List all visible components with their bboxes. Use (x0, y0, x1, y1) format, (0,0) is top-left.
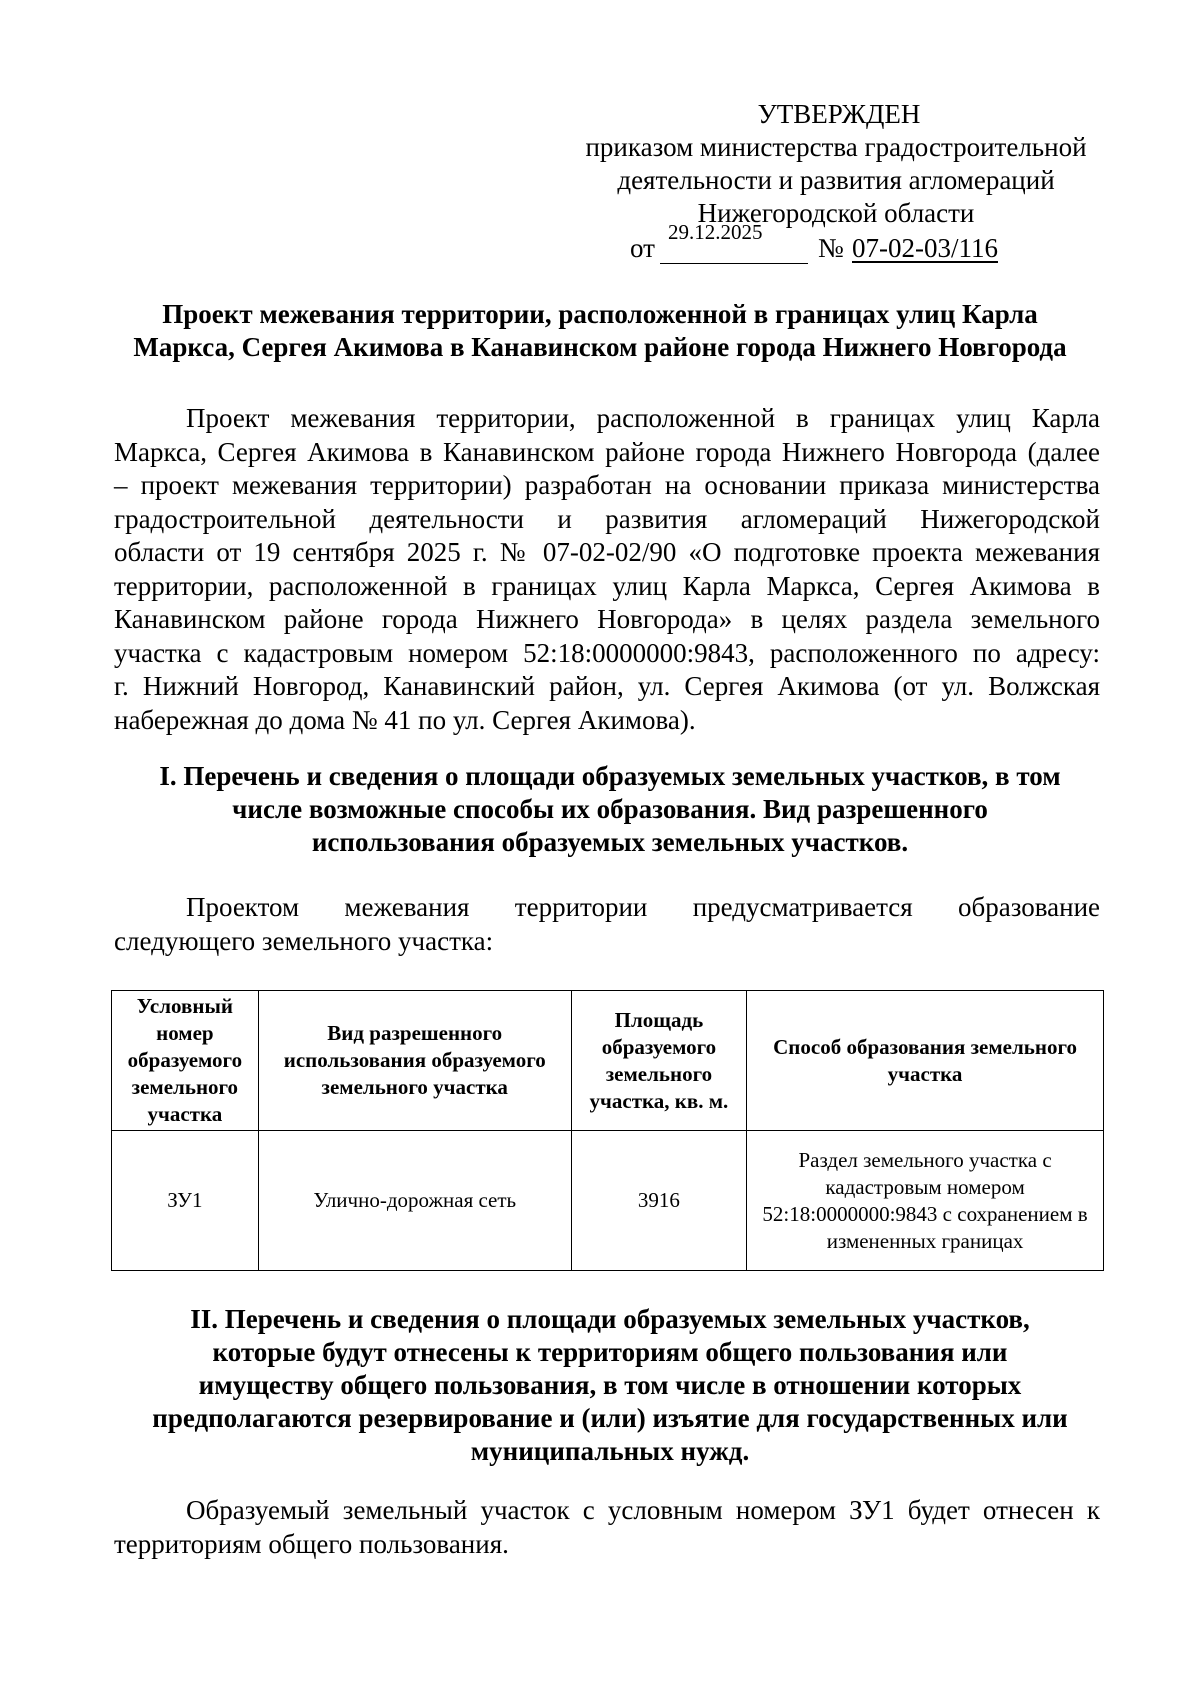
table-header-row (112, 991, 1104, 1131)
section-2-line: имуществу общего пользования, в том числе в отношении которых (198, 1370, 1022, 1400)
table-header-use: Вид разрешенного использования образуемого земельного участка (258, 991, 571, 1131)
intro-line: территории, расположенной в границах улиц Карла Маркса, Сергея Акимова в (114, 570, 1100, 601)
section-2-line: муниципальных нужд. (470, 1436, 750, 1466)
section-2-heading (100, 1303, 1120, 1468)
table-cell-number: ЗУ1 (112, 1131, 259, 1271)
approval-line: деятельности и развития агломераций (617, 165, 1055, 195)
section-1-para-line: следующего земельного участка: (114, 925, 494, 956)
approval-heading: УТВЕРЖДЕН (757, 99, 921, 129)
title-line: Маркса, Сергея Акимова в Канавинском районе города Нижнего Новгорода (133, 332, 1067, 362)
order-from-label: от (630, 233, 655, 263)
intro-line: г. Нижний Новгород, Канавинский район, ул. Сергея Акимова (от ул. Волжская (114, 671, 1100, 701)
intro-line: – проект межевания территории) разработан на основании приказа министерства (114, 470, 1100, 500)
table-header-method: Способ образования земельного участка (747, 991, 1104, 1131)
section-1-line: числе возможные способы их образования. Вид разрешенного (232, 794, 988, 824)
section-1-line: I. Перечень и сведения о площади образуемых земельных участков, в том (159, 761, 1061, 791)
title-line: Проект межевания территории, расположенной в границах улиц Карла (162, 299, 1038, 329)
intro-line: области от 19 сентября 2025 г. № 07-02-02/90 «О подготовке проекта межевания (114, 537, 1100, 567)
table-header-number: Условный номер образуемого земельного участка (112, 991, 259, 1131)
intro-line: Канавинском районе города Нижнего Новгорода» в целях раздела земельного (114, 604, 1100, 634)
intro-line: Маркса, Сергея Акимова в Канавинском районе города Нижнего Новгорода (далее (114, 436, 1100, 467)
approval-block (556, 98, 1116, 268)
order-date-underline (660, 220, 808, 264)
section-2-line: которые будут отнесены к территориям общего пользования или (212, 1337, 1008, 1367)
table-cell-area: 3916 (571, 1131, 746, 1271)
land-plots-table (111, 990, 1104, 1271)
section-2-line: предполагаются резервирование и (или) изъятие для государственных или (152, 1403, 1068, 1433)
table-cell-use: Улично-дорожная сеть (258, 1131, 571, 1271)
table-cell-method: Раздел земельного участка с кадастровым номером 52:18:0000000:9843 с сохранением в измененных границах (747, 1131, 1104, 1271)
section-2-para-line: территориям общего пользования. (114, 1528, 509, 1559)
table-row (112, 1131, 1104, 1271)
section-2-para-line: Образуемый земельный участок с условным номером ЗУ1 будет отнесен к (186, 1495, 1100, 1525)
order-date: 29.12.2025 (668, 220, 763, 244)
intro-line: градостроительной деятельности и развития агломераций Нижегородской (114, 503, 1100, 534)
section-1-line: использования образуемых земельных участков. (311, 827, 909, 857)
intro-line: участка с кадастровым номером 52:18:0000000:9843, расположенного по адресу: (114, 637, 1100, 668)
approval-line: Нижегородской области (697, 198, 975, 228)
intro-paragraph (114, 402, 1100, 737)
section-1-para-line: Проектом межевания территории предусматривается образование (186, 892, 1100, 922)
intro-line: Проект межевания территории, расположенной в границах улиц Карла (186, 403, 1100, 433)
order-number-sign: № (818, 233, 844, 263)
approval-line: приказом министерства градостроительной (585, 132, 1087, 162)
section-1-paragraph (114, 891, 1100, 958)
intro-line: набережная до дома № 41 по ул. Сергея Акимова). (114, 704, 696, 735)
order-number: 07-02-03/116 (852, 233, 998, 263)
document-title (100, 298, 1100, 364)
section-2-line: II. Перечень и сведения о площади образуемых земельных участков, (190, 1304, 1030, 1334)
section-2-paragraph (114, 1494, 1100, 1561)
section-1-heading (100, 760, 1120, 859)
table-header-area: Площадь образуемого земельного участка, кв. м. (571, 991, 746, 1131)
order-reference (556, 220, 1116, 268)
